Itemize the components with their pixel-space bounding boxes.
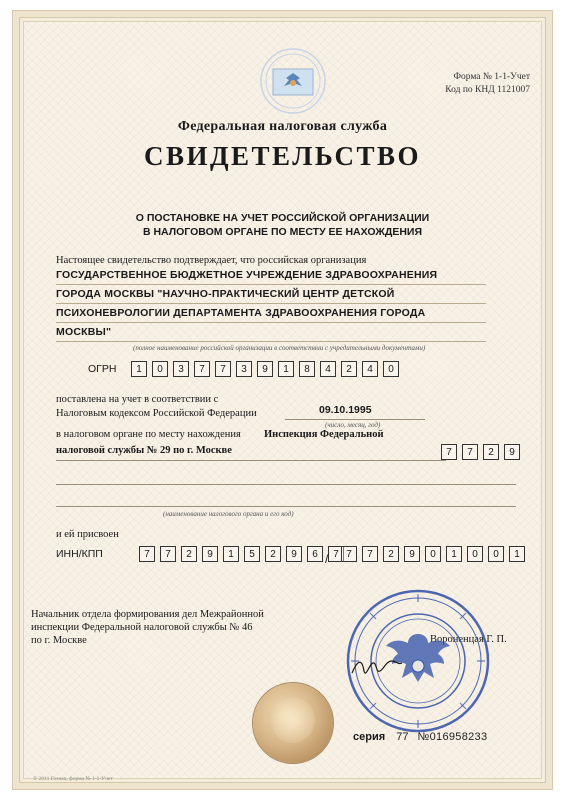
kpp-digit: 2 [383,546,399,562]
kpp-digit: 0 [467,546,483,562]
inn-digit: 2 [181,546,197,562]
kpp-digit: 1 [446,546,462,562]
authority-code-digit: 7 [441,444,457,460]
assigned-label: и ей присвоен [56,529,119,540]
series-label: серия [353,731,386,743]
ogrn-digit: 4 [362,361,378,377]
hologram-icon [253,683,333,763]
authority-code-digit: 9 [504,444,520,460]
ogrn-digit: 3 [173,361,189,377]
date-hint: (число, месяц, год) [325,421,381,429]
inn-digit: 6 [307,546,323,562]
certificate-number: №016958233 [417,731,488,743]
authority-label: в налоговом органе по месту нахождения [56,429,241,440]
signature-icon [348,651,408,681]
signatory-title: Начальник отдела формирования дел Межрайонной [31,609,264,620]
blank-line [56,506,516,507]
inn-kpp-slash: / [325,552,329,566]
ogrn-digit: 7 [194,361,210,377]
authority-hint: (наименование налогового органа и его код) [163,510,294,518]
authority-code-boxes [441,444,525,460]
inn-digit: 1 [223,546,239,562]
inn-digit: 5 [244,546,260,562]
kpp-digit: 7 [362,546,378,562]
ogrn-digit: 2 [341,361,357,377]
registered-line: Налоговым кодексом Российской Федерации [56,408,257,419]
form-number: Форма № 1-1-Учет [453,72,530,82]
ogrn-digit: 0 [383,361,399,377]
intro-text: Настоящее свидетельство подтверждает, что российская организация [56,255,367,266]
authority-underline [56,460,446,461]
kpp-digit: 9 [404,546,420,562]
org-name-line: ГОСУДАРСТВЕННОЕ БЮДЖЕТНОЕ УЧРЕЖДЕНИЕ ЗДРАВООХРАНЕНИЯ [56,267,486,285]
inn-label: ИНН/КПП [56,548,103,560]
signatory-title: по г. Москве [31,635,87,646]
ogrn-digit: 0 [152,361,168,377]
kpp-digit: 0 [425,546,441,562]
signatory-title: инспекции Федеральной налоговой службы № 46 [31,622,253,633]
kpp-digit: 1 [509,546,525,562]
subtitle-line: В НАЛОГОВОМ ОРГАНЕ ПО МЕСТУ ЕЕ НАХОЖДЕНИЯ [142,226,423,238]
print-footer: © 2011 Гознак, форма № 1-1-Учет [33,776,113,782]
ogrn-label: ОГРН [88,363,117,375]
date-underline [285,419,425,420]
form-info [445,71,530,97]
ogrn-digit: 8 [299,361,315,377]
ogrn-digit: 9 [257,361,273,377]
kpp-digit: 7 [341,546,357,562]
serial-number [353,731,487,743]
authority-code-digit: 7 [462,444,478,460]
certificate-sheet [12,10,553,790]
inn-boxes [139,546,349,562]
org-name-line: ПСИХОНЕВРОЛОГИИ ДЕПАРТАМЕНТА ЗДРАВООХРАНЕНИЯ ГОРОДА [56,305,486,323]
authority-name: Инспекция Федеральной [264,429,384,440]
org-hint: (полное наименование российской организации в соответствии с учредительными документами) [133,344,426,352]
ogrn-digit: 1 [278,361,294,377]
authority-code-digit: 2 [483,444,499,460]
ogrn-digit: 1 [131,361,147,377]
ogrn-boxes [131,361,404,377]
inn-digit: 7 [160,546,176,562]
registration-date: 09.10.1995 [319,404,372,416]
inn-digit: 2 [265,546,281,562]
inn-digit: 7 [328,546,344,562]
ogrn-digit: 4 [320,361,336,377]
kpp-boxes [341,546,530,562]
emblem-icon [259,47,327,115]
form-code: Код по КНД 1121007 [445,85,530,95]
document-title: СВИДЕТЕЛЬСТВО [143,141,422,171]
ogrn-digit: 3 [236,361,252,377]
registered-line: поставлена на учет в соответствии с [56,394,219,405]
inn-digit: 9 [286,546,302,562]
series-code: 77 [396,731,409,743]
inn-digit: 7 [139,546,155,562]
org-name-line: МОСКВЫ" [56,324,486,342]
authority-name: налоговой службы № 29 по г. Москве [56,445,232,456]
blank-line [56,484,516,485]
ogrn-digit: 7 [215,361,231,377]
signatory-name: Вороненцая Г. П. [430,634,507,645]
kpp-digit: 0 [488,546,504,562]
inn-digit: 9 [202,546,218,562]
subtitle-line: О ПОСТАНОВКЕ НА УЧЕТ РОССИЙСКОЙ ОРГАНИЗАЦИИ [135,212,430,224]
org-name-line: ГОРОДА МОСКВЫ "НАУЧНО-ПРАКТИЧЕСКИЙ ЦЕНТР ДЕТСКОЙ [56,286,486,304]
document-subtitle [13,211,552,239]
service-name: Федеральная налоговая служба [177,119,388,134]
